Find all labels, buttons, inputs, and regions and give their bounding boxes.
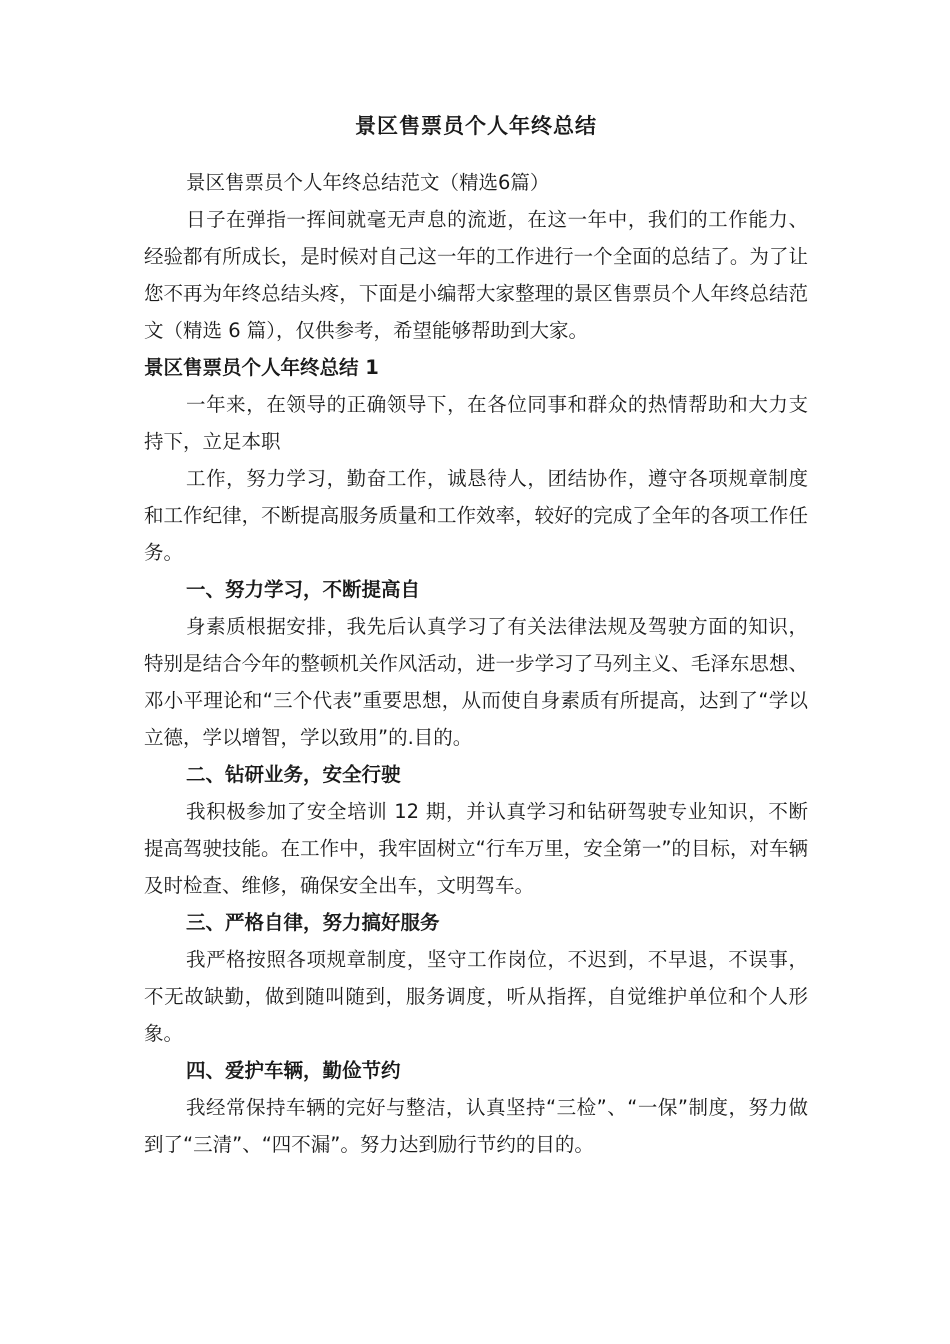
document-subtitle: 景区售票员个人年终总结范文（精选6篇）	[186, 171, 550, 194]
section-title: 景区售票员个人年终总结 1	[144, 356, 379, 379]
document-title: 景区售票员个人年终总结	[355, 114, 597, 138]
heading-1: 一、努力学习，不断提高自	[186, 578, 421, 601]
intro-paragraph: 日子在弹指一挥间就毫无声息的流逝，在这一年中，我们的工作能力、经验都有所成长，是时候对自己这一年的工作进行一个全面的总结了。为了让您不再为年终总结头疼，下面是小编帮大家整理的景区售票员个人年终总结范文（精选 6 篇），仅供参考，希望能够帮助到大家。	[144, 208, 808, 342]
heading-4: 四、爱护车辆，勤俭节约	[186, 1059, 401, 1082]
paragraph-6: 我经常保持车辆的完好与整洁，认真坚持“三检”、“一保”制度，努力做到了“三清”、“四不漏”。努力达到励行节约的目的。	[144, 1096, 808, 1156]
paragraph-5: 我严格按照各项规章制度，坚守工作岗位，不迟到，不早退，不误事，不无故缺勤，做到随叫随到，服务调度，听从指挥，自觉维护单位和个人形象。	[144, 948, 808, 1045]
heading-2: 二、钻研业务，安全行驶	[186, 763, 401, 786]
heading-3: 三、严格自律，努力搞好服务	[186, 911, 440, 934]
paragraph-4: 我积极参加了安全培训 12 期，并认真学习和钻研驾驶专业知识，不断提高驾驶技能。在工作中，我牢固树立“行车万里，安全第一”的目标，对车辆及时检查、维修，确保安全出车，文明驾车。	[144, 800, 808, 897]
paragraph-2: 工作，努力学习，勤奋工作，诚恳待人，团结协作，遵守各项规章制度和工作纪律，不断提高服务质量和工作效率，较好的完成了全年的各项工作任务。	[144, 467, 808, 564]
document-body	[144, 108, 808, 1163]
paragraph-1: 一年来，在领导的正确领导下，在各位同事和群众的热情帮助和大力支持下，立足本职	[144, 393, 808, 453]
paragraph-3: 身素质根据安排，我先后认真学习了有关法律法规及驾驶方面的知识，特别是结合今年的整顿机关作风活动，进一步学习了马列主义、毛泽东思想、邓小平理论和“三个代表”重要思想，从而使自身素质有所提高，达到了“学以立德，学以增智，学以致用”的.目的。	[144, 615, 808, 749]
